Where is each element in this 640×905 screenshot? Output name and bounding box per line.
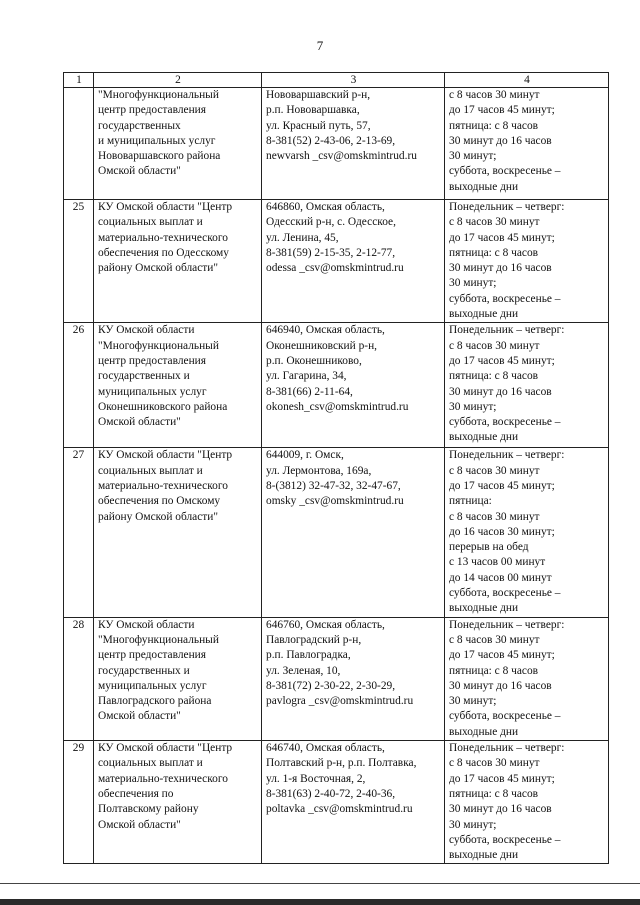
header-col-3: 3	[262, 73, 445, 88]
institution-name: "Многофункциональный центр предоставления государственных и муниципальных услуг Нововаршавского района Омской области"	[94, 88, 262, 200]
institution-name: КУ Омской области "Центр социальных выплат и материально-технического обеспечения по Одесскому району Омской области"	[94, 200, 262, 323]
scan-bottom-border	[0, 899, 640, 905]
working-hours: Понедельник – четверг: с 8 часов 30 минут до 17 часов 45 минут; пятница: с 8 часов 30 минут до 16 часов 30 минут; суббота, воскресенье – выходные дни	[445, 323, 609, 448]
row-number: 28	[64, 617, 94, 740]
row-number: 26	[64, 323, 94, 448]
row-number	[64, 88, 94, 200]
header-col-2: 2	[94, 73, 262, 88]
page-number: 7	[316, 38, 324, 53]
table-row	[64, 88, 609, 200]
table-row	[64, 200, 609, 323]
institutions-table	[63, 72, 609, 864]
institution-address: Нововаршавский р-н, р.п. Нововаршавка, ул. Красный путь, 57, 8-381(52) 2-43-06, 2-13-69, newvarsh _csv@omskmintrud.ru	[262, 88, 445, 200]
working-hours: Понедельник – четверг: с 8 часов 30 минут до 17 часов 45 минут; пятница: с 8 часов 30 минут до 16 часов 30 минут; суббота, воскресенье – выходные дни	[445, 617, 609, 740]
institution-address: 644009, г. Омск, ул. Лермонтова, 169а, 8-(3812) 32-47-32, 32-47-67, omsky _csv@omskmintrud.ru	[262, 448, 445, 617]
table-row	[64, 617, 609, 740]
working-hours: Понедельник – четверг: с 8 часов 30 минут до 17 часов 45 минут; пятница: с 8 часов 30 минут до 16 часов 30 минут; суббота, воскресенье – выходные дни	[445, 200, 609, 323]
scan-edge-line	[0, 883, 640, 884]
institution-address: 646740, Омская область, Полтавский р-н, р.п. Полтавка, ул. 1-я Восточная, 2, 8-381(63) 2-40-72, 2-40-36, poltavka _csv@omskmintrud.ru	[262, 741, 445, 864]
table-row	[64, 741, 609, 864]
working-hours: Понедельник – четверг: с 8 часов 30 минут до 17 часов 45 минут; пятница: с 8 часов 30 минут до 16 часов 30 минут; суббота, воскресенье – выходные дни	[445, 741, 609, 864]
institution-address: 646860, Омская область, Одесский р-н, с. Одесское, ул. Ленина, 45, 8-381(59) 2-15-35, 2-12-77, odessa _csv@omskmintrud.ru	[262, 200, 445, 323]
table-row	[64, 448, 609, 617]
table-row	[64, 323, 609, 448]
institution-address: 646760, Омская область, Павлоградский р-н, р.п. Павлоградка, ул. Зеленая, 10, 8-381(72) 2-30-22, 2-30-29, pavlogra _csv@omskmintrud.ru	[262, 617, 445, 740]
institution-name: КУ Омской области "Многофункциональный центр предоставления государственных и муниципальных услуг Оконешниковского района Омской области"	[94, 323, 262, 448]
header-row	[64, 73, 609, 88]
header-col-4: 4	[445, 73, 609, 88]
row-number: 29	[64, 741, 94, 864]
institution-name: КУ Омской области "Центр социальных выплат и материально-технического обеспечения по Полтавскому району Омской области"	[94, 741, 262, 864]
working-hours: Понедельник – четверг: с 8 часов 30 минут до 17 часов 45 минут; пятница: с 8 часов 30 минут до 16 часов 30 минут; перерыв на обед с 13 часов 00 минут до 14 часов 00 минут суббота, воскресенье – выходные дни	[445, 448, 609, 617]
institution-address: 646940, Омская область, Оконешниковский р-н, р.п. Оконешниково, ул. Гагарина, 34, 8-381(66) 2-11-64, okonesh_csv@omskmintrud.ru	[262, 323, 445, 448]
header-col-1: 1	[64, 73, 94, 88]
working-hours: с 8 часов 30 минут до 17 часов 45 минут; пятница: с 8 часов 30 минут до 16 часов 30 минут; суббота, воскресенье – выходные дни	[445, 88, 609, 200]
row-number: 25	[64, 200, 94, 323]
institution-name: КУ Омской области "Центр социальных выплат и материально-технического обеспечения по Омскому району Омской области"	[94, 448, 262, 617]
institution-name: КУ Омской области "Многофункциональный центр предоставления государственных и муниципальных услуг Павлоградского района Омской области"	[94, 617, 262, 740]
row-number: 27	[64, 448, 94, 617]
